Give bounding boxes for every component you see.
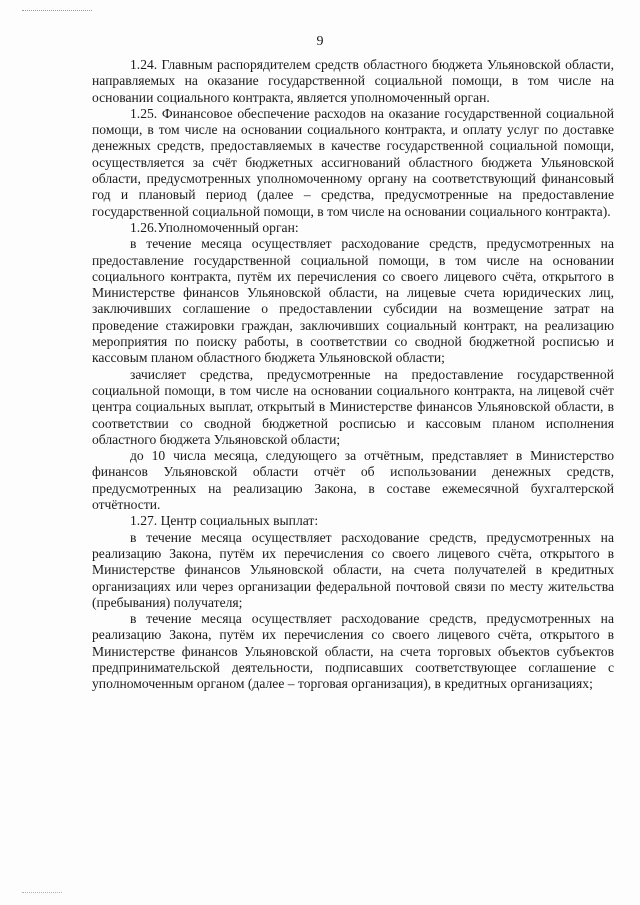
paragraph-1-24: 1.24. Главным распорядителем средств областного бюджета Ульяновской области, направляемых на оказание государственной социальной помощи, в том числе на основании социального контракта, является уполномоченный орган. xyxy=(92,57,614,105)
scan-artifact-top xyxy=(22,10,92,12)
paragraph-1-26-item-3: до 10 числа месяца, следующего за отчётным, представляет в Министерство финансов Ульяновской области отчёт об использовании денежных средств, предусмотренных на реализацию Закона, в составе ежемесячной бухгалтерской отчётности. xyxy=(92,448,614,513)
document-body xyxy=(92,57,614,693)
paragraph-1-27-heading: 1.27. Центр социальных выплат: xyxy=(130,513,319,529)
paragraph-1-26-item-2: зачисляет средства, предусмотренные на предоставление государственной социальной помощи, в том числе на основании социального контракта, на лицевой счёт центра социальных выплат, открытый в Министерстве финансов Ульяновской области, в соответствии со сводной бюджетной росписью и кассовым планом исполнения областного бюджета Ульяновской области; xyxy=(92,366,614,447)
scan-artifact-bottom xyxy=(22,892,62,894)
page-number: 9 xyxy=(316,34,324,49)
paragraph-1-26-heading: 1.26.Уполномоченный орган: xyxy=(130,219,299,235)
paragraph-1-27-item-1: в течение месяца осуществляет расходование средств, предусмотренных на реализацию Закона, путём их перечисления со своего лицевого счёта, открытого в Министерстве финансов Ульяновской области, на счета получателей в кредитных организациях или через организации федеральной почтовой связи по месту жительства (пребывания) получателя; xyxy=(92,529,614,610)
paragraph-1-25: 1.25. Финансовое обеспечение расходов на оказание государственной социальной помощи, в том числе на основании социального контракта, и оплату услуг по доставке денежных средств, предоставляемых в качестве государственной социальной помощи, осуществляется за счёт бюджетных ассигнований областного бюджета Ульяновской области, предусмотренных уполномоченному органу на соответствующий финансовый год и плановый период (далее – средства, предусмотренные на предоставление государственной социальной помощи, в том числе на основании социального контракта). xyxy=(92,105,614,219)
paragraph-1-26-item-1: в течение месяца осуществляет расходование средств, предусмотренных на предоставление государственной социальной помощи, в том числе на основании социального контракта, путём их перечисления со своего лицевого счёта, открытого в Министерстве финансов Ульяновской области, на лицевые счета юридических лиц, заключивших соглашение о предоставлении субсидии на возмещение затрат на проведение стажировки граждан, заключивших социальный контракт, на реализацию мероприятия по поиску работы, в соответствии со сводной бюджетной росписью и кассовым планом областного бюджета Ульяновской области; xyxy=(92,236,614,366)
paragraph-1-27-item-2: в течение месяца осуществляет расходование средств, предусмотренных на реализацию Закона, путём их перечисления со своего лицевого счёта, открытого в Министерстве финансов Ульяновской области, на счета торговых объектов субъектов предпринимательской деятельности, подписавших соответствующее соглашение с уполномоченным органом (далее – торговая организация), в кредитных организациях; xyxy=(92,611,614,692)
